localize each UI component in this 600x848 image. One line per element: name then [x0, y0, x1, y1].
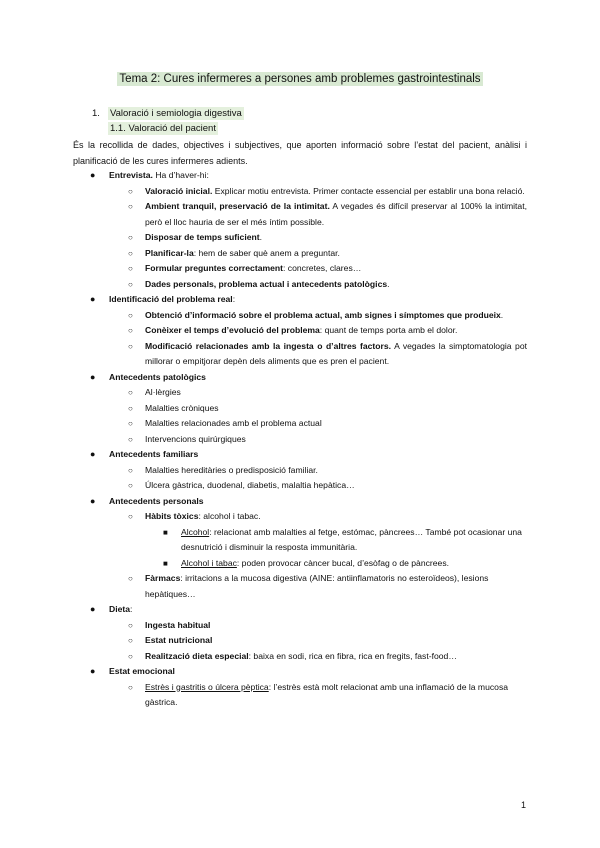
bullet: ● [90, 666, 96, 676]
list-item: ○ Modificació relacionades amb la ingesta o d’altres factors. A vegades la simptomatologia pot millorar o empitjorar depèn dels aliments que es pren el pacient. [128, 340, 527, 366]
list-item: ○ Conèixer el temps d’evolució del problema: quant de temps porta amb el dolor. [0, 323, 527, 339]
list-item-identificacio: ● Identificació del problema real: [0, 292, 527, 308]
list-item-antecedents-personals: ● Antecedents personals [0, 494, 527, 510]
bullet: ○ [128, 310, 133, 320]
list-item: ■ Alcohol: relacionat amb malalties al fetge, estómac, pàncrees… També pot ocasionar una desnutrició i disminuir la resposta immunitària. [163, 526, 522, 552]
bullet: ● [90, 170, 96, 180]
list-item: ○ Planificar-la: hem de saber què anem a preguntar. [0, 246, 527, 262]
list-item: ○ Formular preguntes correctament: concretes, clares… [0, 261, 527, 277]
bullet: ○ [128, 620, 133, 630]
list-item: ■ Alcohol i tabac: poden provocar càncer bucal, d’esòfag o de pàncrees. [0, 556, 527, 572]
list-item: ○ Malalties relacionades amb el problema actual [0, 416, 527, 432]
section-heading: 1. Valoració i semiologia digestiva [92, 108, 242, 119]
list-item: ○ Hàbits tòxics: alcohol i tabac. [0, 509, 527, 525]
bullet: ○ [128, 651, 133, 661]
list-item: ○ Estrès i gastritis o úlcera pèptica: l’estrès està molt relacionat amb una inflamació de la mucosa gàstrica. [128, 681, 509, 707]
page-title: Tema 2: Cures infermeres a persones amb problemes gastrointestinals [119, 73, 481, 85]
content-list [0, 168, 600, 711]
list-item: ○ Al·lèrgies [0, 385, 527, 401]
bullet: ○ [128, 264, 133, 273]
list-item-estat-emocional: ● Estat emocional [0, 664, 527, 680]
bullet: ■ [163, 558, 168, 568]
bullet: ● [90, 449, 96, 459]
bullet: ○ [128, 403, 133, 413]
bullet: ○ [128, 434, 133, 444]
list-item-antecedents-familiars: ● Antecedents familiars [0, 447, 527, 463]
list-item: ○ Estat nutricional [0, 633, 527, 649]
bullet: ○ [128, 341, 133, 351]
list-item: ○ Ambient tranquil, preservació de la intimitat. A vegades és difícil preservar al 100% la intimitat, però el lloc hauria de ser el més íntim possible. [128, 201, 527, 227]
bullet: ■ [163, 527, 168, 537]
list-item-dieta: ● Dieta: [0, 602, 527, 618]
list-item: ○ Ingesta habitual [0, 618, 527, 634]
bullet: ○ [128, 682, 133, 692]
bullet: ○ [128, 326, 133, 335]
list-item: ○ Obtenció d’informació sobre el problema actual, amb signes i símptomes que produeix. [0, 308, 527, 324]
list-item-entrevista: ● Entrevista. Ha d’haver-hi: [0, 168, 527, 184]
bullet: ○ [128, 419, 133, 428]
list-item: ○ Úlcera gàstrica, duodenal, diabetis, malaltia hepàtica… [0, 478, 527, 494]
subsection-heading: 1.1. Valoració del pacient [110, 123, 216, 134]
bullet: ○ [128, 248, 133, 258]
bullet: ○ [128, 481, 133, 490]
list-item: ○ Disposar de temps suficient. [0, 230, 527, 246]
list-item: ○ Intervencions quirúrgiques [0, 432, 527, 448]
list-item: ○ Fàrmacs: irritacions a la mucosa digestiva (AINE: antiinflamatoris no esteroïdeos), lesions hepàtiques… [128, 573, 489, 599]
bullet: ○ [128, 233, 133, 242]
bullet: ○ [128, 279, 133, 289]
bullet: ○ [128, 186, 133, 196]
bullet: ● [90, 371, 96, 382]
page-number: 1 [521, 800, 527, 810]
list-item: ○ Valoració inicial. Explicar motiu entrevista. Primer contacte essencial per establir una bona relació. [0, 184, 527, 200]
bullet: ○ [128, 574, 133, 583]
list-item: ○ Malalties hereditàries o predisposició familiar. [0, 463, 527, 479]
list-item: ○ Malalties cròniques [0, 401, 527, 417]
bullet: ○ [128, 202, 133, 211]
bullet: ○ [128, 512, 133, 521]
list-item-antecedents-patologics: ● Antecedents patològics [0, 370, 527, 386]
bullet: ● [90, 495, 96, 506]
bullet: ○ [128, 636, 133, 645]
list-item: ○ Realització dieta especial: baixa en sodi, rica en fibra, rica en fregits, fast-food… [0, 649, 527, 665]
bullet: ○ [128, 465, 133, 475]
intro-paragraph: És la recollida de dades, objectives i subjectives, que aporten informació sobre l’estat del pacient, anàlisi i planificació de les cures infermeres adients. [73, 140, 527, 166]
bullet: ● [90, 604, 96, 614]
bullet: ● [90, 294, 96, 304]
bullet: ○ [128, 388, 133, 397]
list-item: ○ Dades personals, problema actual i antecedents patològics. [0, 277, 527, 293]
